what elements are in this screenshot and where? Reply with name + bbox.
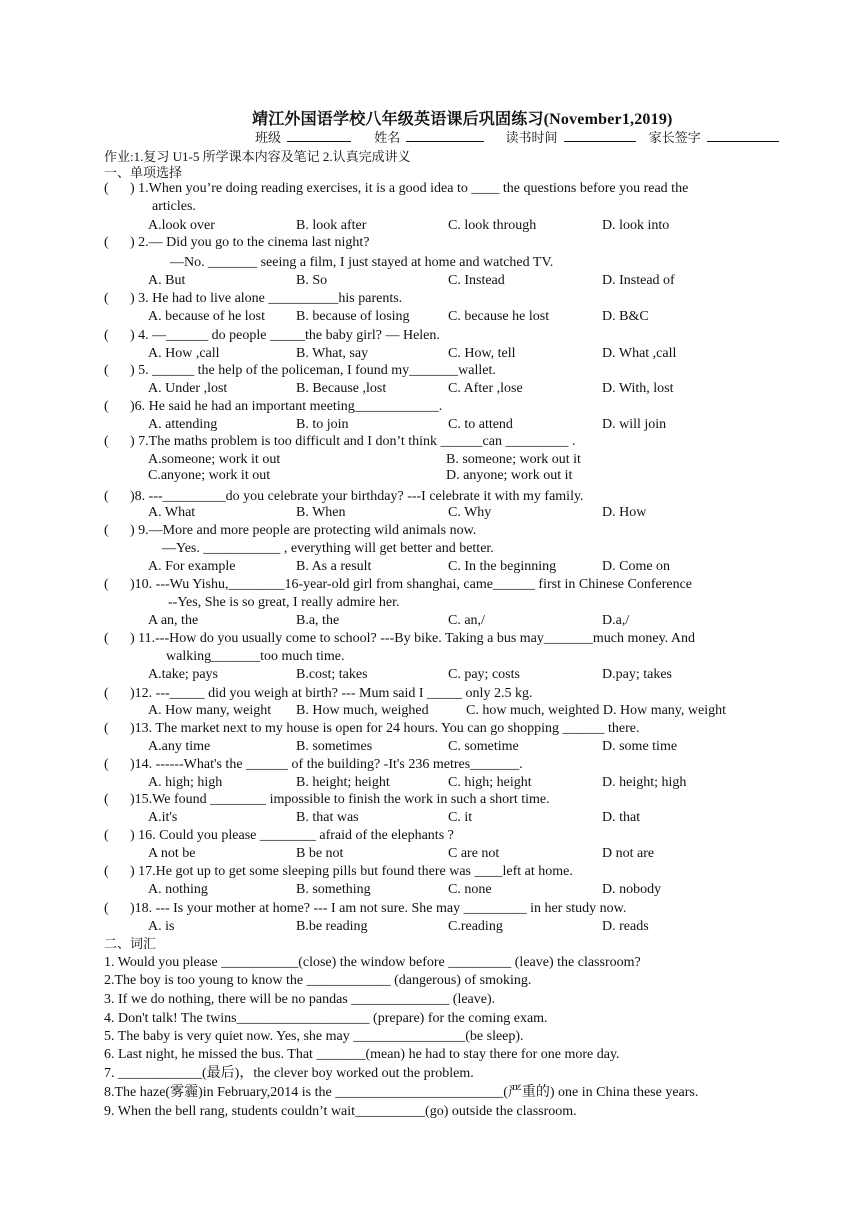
option-text: C. because he lost (448, 309, 550, 324)
option-text: D. nobody (602, 882, 662, 897)
class-label: 班级 (255, 130, 282, 145)
student-info-row (255, 127, 785, 146)
option-text: C. pay; costs (448, 667, 520, 682)
parent-signature-label: 家长签字 (648, 130, 701, 145)
homework-note: 作业:1.复习 U1-5 所学课本内容及笔记 2.认真完成讲义 (104, 149, 411, 164)
option-text: C.anyone; work it out (148, 468, 271, 483)
option-text: D. Instead of (602, 273, 675, 288)
option-text: C. look through (448, 218, 537, 233)
question-text: ) 2.— Did you go to the cinema last night? (130, 235, 370, 250)
option-text: B be not (296, 846, 344, 861)
option-text: A. Under ,lost (148, 381, 228, 396)
option-text: C. After ,lose (448, 381, 523, 396)
option-text: A an, the (148, 613, 199, 628)
option-text: B. What, say (296, 346, 369, 361)
question-text: articles. (152, 199, 196, 214)
option-text: D. What ,call (602, 346, 677, 361)
option-text: A. How many, weight (148, 703, 272, 718)
option-text: C. sometime (448, 739, 519, 754)
answer-paren[interactable]: ( (104, 864, 109, 879)
question-text: walking_______too much time. (166, 649, 345, 664)
question-text: )8. ---_________do you celebrate your birthday? ---I celebrate it with my family. (130, 489, 584, 504)
question-text: )15.We found ________ impossible to finish the work in such a short time. (130, 792, 550, 807)
option-text: C. high; height (448, 775, 532, 790)
option-text: B. to join (296, 417, 349, 432)
answer-paren[interactable]: ( (104, 686, 109, 701)
question-text: )13. The market next to my house is open for 24 hours. You can go shopping ______ there. (130, 721, 640, 736)
option-text: D. How (602, 505, 647, 520)
reading-time-label: 读书时间 (505, 130, 558, 145)
answer-paren[interactable]: ( (104, 363, 109, 378)
answer-paren[interactable]: ( (104, 399, 109, 414)
option-text: D. With, lost (602, 381, 674, 396)
option-text: B. How much, weighed (296, 703, 429, 718)
option-text: C are not (448, 846, 500, 861)
answer-paren[interactable]: ( (104, 721, 109, 736)
option-text: D. reads (602, 919, 649, 934)
answer-paren[interactable]: ( (104, 828, 109, 843)
option-text: D. that (602, 810, 641, 825)
answer-paren[interactable]: ( (104, 235, 109, 250)
option-text: A. high; high (148, 775, 223, 790)
question-text: ) 11.---How do you usually come to school? ---By bike. Taking a bus may_______much money. And (130, 631, 696, 646)
question-text: ) 4. —______ do people _____the baby girl? — Helen. (130, 328, 440, 343)
answer-paren[interactable]: ( (104, 631, 109, 646)
option-text: C. Why (448, 505, 492, 520)
option-text: C. How, tell (448, 346, 516, 361)
option-text: B.a, the (296, 613, 340, 628)
vocabulary-item: 6. Last night, he missed the bus. That _______(mean) he had to stay there for one more day. (104, 1047, 620, 1062)
question-text: )12. ---_____ did you weigh at birth? --- Mum said I _____ only 2.5 kg. (130, 686, 533, 701)
option-text: A. is (148, 919, 175, 934)
option-text: B. someone; work out it (446, 452, 581, 467)
option-text: A.it's (148, 810, 178, 825)
vocabulary-item: 9. When the bell rang, students couldn’t wait__________(go) outside the classroom. (104, 1104, 577, 1119)
option-text: D. height; high (602, 775, 687, 790)
option-text: C. none (448, 882, 492, 897)
question-text: )14. ------What's the ______ of the building? -It's 236 metres_______. (130, 757, 523, 772)
option-text: B.cost; takes (296, 667, 368, 682)
vocabulary-item: 7. ____________(最后)，the clever boy worked out the problem. (104, 1066, 474, 1081)
answer-paren[interactable]: ( (104, 434, 109, 449)
option-text: B. So (296, 273, 328, 288)
option-text: A. What (148, 505, 196, 520)
question-text: --Yes, She is so great, I really admire her. (168, 595, 400, 610)
option-text: A. For example (148, 559, 236, 574)
option-text: D. some time (602, 739, 678, 754)
option-text: B. that was (296, 810, 359, 825)
question-text: ) 1.When you’re doing reading exercises, it is a good idea to ____ the questions before you read the (130, 181, 689, 196)
vocabulary-item: 8.The haze(雾霾)in February,2014 is the ________________________(严重的) one in China these years. (104, 1085, 699, 1100)
option-text: C. to attend (448, 417, 513, 432)
option-text: B. When (296, 505, 346, 520)
answer-paren[interactable]: ( (104, 792, 109, 807)
option-text: D. look into (602, 218, 670, 233)
option-text: D. anyone; work out it (446, 468, 573, 483)
option-text: C.reading (448, 919, 503, 934)
option-text: D. B&C (602, 309, 649, 324)
vocabulary-item: 2.The boy is too young to know the ____________ (dangerous) of smoking. (104, 973, 532, 988)
option-text: B. As a result (296, 559, 372, 574)
vocabulary-item: 4. Don't talk! The twins___________________ (prepare) for the coming exam. (104, 1011, 548, 1026)
option-text: A. because of he lost (148, 309, 266, 324)
answer-paren[interactable]: ( (104, 181, 109, 196)
question-text: )18. --- Is your mother at home? --- I am not sure. She may _________ in her study now. (130, 901, 627, 916)
answer-paren[interactable]: ( (104, 577, 109, 592)
option-text: A. But (148, 273, 186, 288)
option-text: C. Instead (448, 273, 505, 288)
question-text: —Yes. ___________ , everything will get better and better. (162, 541, 494, 556)
question-text: ) 16. Could you please ________ afraid of the elephants ? (130, 828, 454, 843)
option-text: A. nothing (148, 882, 208, 897)
option-text: D.a,/ (602, 613, 630, 628)
option-text: A. attending (148, 417, 218, 432)
option-text: D.pay; takes (602, 667, 672, 682)
option-text: C. it (448, 810, 473, 825)
question-text: ) 9.—More and more people are protecting wild animals now. (130, 523, 477, 538)
question-text: ) 3. He had to live alone __________his parents. (130, 291, 403, 306)
worksheet-title: 靖江外国语学校八年级英语课后巩固练习(November1,2019) (252, 111, 673, 128)
option-text: D. will join (602, 417, 667, 432)
vocabulary-item: 1. Would you please ___________(close) the window before _________ (leave) the classroom? (104, 955, 641, 970)
answer-paren[interactable]: ( (104, 328, 109, 343)
answer-paren[interactable]: ( (104, 523, 109, 538)
question-text: )10. ---Wu Yishu,________16-year-old girl from shanghai, came______ first in Chinese Conference (130, 577, 692, 592)
option-text: B. look after (296, 218, 367, 233)
option-text: B. something (296, 882, 371, 897)
parent-signature-blank (707, 129, 779, 142)
option-text: D not are (602, 846, 655, 861)
name-blank (406, 129, 484, 142)
option-text: B. Because ,lost (296, 381, 387, 396)
option-text: B. sometimes (296, 739, 373, 754)
option-text: A.take; pays (148, 667, 218, 682)
vocabulary-item: 3. If we do nothing, there will be no pandas ______________ (leave). (104, 992, 496, 1007)
option-text: A not be (148, 846, 196, 861)
answer-paren[interactable]: ( (104, 757, 109, 772)
option-text: B. because of losing (296, 309, 410, 324)
section1-heading: 一、单项选择 (104, 165, 183, 180)
option-text: B.be reading (296, 919, 368, 934)
question-text: ) 7.The maths problem is too difficult and I don’t think ______can _________ . (130, 434, 576, 449)
option-text: C. In the beginning (448, 559, 557, 574)
reading-time-blank (564, 129, 636, 142)
question-text: —No. _______ seeing a film, I just stayed at home and watched TV. (170, 255, 554, 270)
option-text: C. how much, weighted D. How many, weight (466, 703, 726, 718)
answer-paren[interactable]: ( (104, 489, 109, 504)
answer-paren[interactable]: ( (104, 291, 109, 306)
vocabulary-item: 5. The baby is very quiet now. Yes, she may ________________(be sleep). (104, 1029, 524, 1044)
question-text: ) 17.He got up to get some sleeping pills but found there was ____left at home. (130, 864, 573, 879)
option-text: C. an,/ (448, 613, 485, 628)
option-text: A. How ,call (148, 346, 220, 361)
question-text: )6. He said he had an important meeting____________. (130, 399, 443, 414)
option-text: D. Come on (602, 559, 671, 574)
option-text: A.someone; work it out (148, 452, 281, 467)
option-text: B. height; height (296, 775, 390, 790)
section2-heading: 二、词汇 (104, 936, 157, 951)
option-text: A.look over (148, 218, 215, 233)
question-text: ) 5. ______ the help of the policeman, I found my_______wallet. (130, 363, 496, 378)
class-blank (287, 129, 351, 142)
option-text: A.any time (148, 739, 211, 754)
name-label: 姓名 (374, 130, 401, 145)
answer-paren[interactable]: ( (104, 901, 109, 916)
